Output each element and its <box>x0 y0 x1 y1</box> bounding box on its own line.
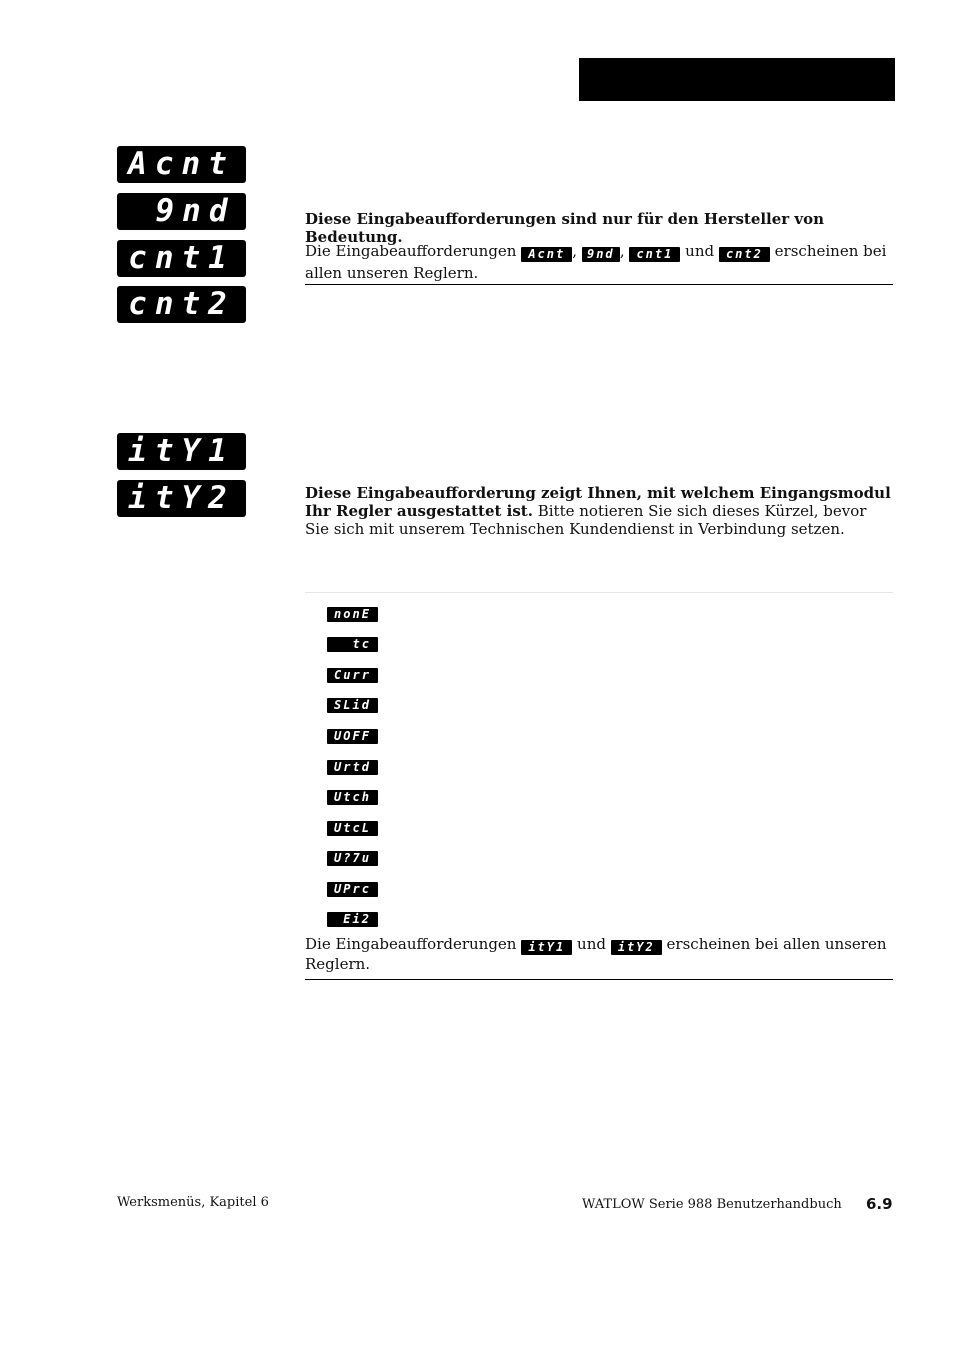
code-ei2: Ei2 <box>327 906 378 927</box>
footer-chapter: Werksmenüs, Kapitel 6 <box>117 1195 269 1210</box>
led-text: itY1 <box>128 433 235 469</box>
led-display-gnd <box>117 193 246 230</box>
section2-text: Diese Eingabeaufforderung zeigt Ihnen, mit welchem Eingangsmodul Ihr Regler ausgestattet ist. Bitte notieren Sie sich dieses Kürzel, bevor Sie sich mit unserem Technischen Kundendienst in Verbindung setzen. <box>305 484 891 538</box>
section1-divider <box>305 284 893 285</box>
code-curr: Curr <box>327 662 378 683</box>
code-uoff: UOFF <box>327 723 378 744</box>
led-text: Acnt <box>128 146 235 182</box>
led-text: 9nd <box>155 193 236 229</box>
led-display-acnt <box>117 146 246 183</box>
inline-led-ity1: itY1 <box>521 940 572 955</box>
section2-divider <box>305 979 893 980</box>
code-utcl: UtcL <box>327 815 378 836</box>
code-urtd: Urtd <box>327 754 378 775</box>
code-slid: SLid <box>327 692 378 713</box>
inline-led-gnd: 9nd <box>582 247 620 262</box>
led-text: itY2 <box>128 480 235 516</box>
led-display-cnt1 <box>117 240 246 277</box>
section1-text: Die Eingabeaufforderungen Acnt , 9nd , cnt1 und cnt2 erscheinen bei allen unseren Reglern. <box>305 242 887 282</box>
code-umv: U?7u <box>327 845 378 866</box>
led-text: cnt1 <box>128 240 235 276</box>
section2-thin-divider <box>305 592 893 593</box>
section1-bold-line: Diese Eingabeaufforderungen sind nur für den Hersteller von Bedeutung. <box>305 210 825 246</box>
page-number: 6.9 <box>866 1195 893 1213</box>
code-uprc: UPrc <box>327 876 378 897</box>
inline-led-ity2: itY2 <box>611 940 662 955</box>
led-display-ity1 <box>117 433 246 470</box>
code-none: nonE <box>327 601 378 622</box>
inline-led-cnt2: cnt2 <box>719 247 770 262</box>
led-display-cnt2 <box>117 286 246 323</box>
inline-led-cnt1: cnt1 <box>629 247 680 262</box>
header-bar <box>579 58 895 101</box>
led-text: cnt2 <box>128 286 235 322</box>
inline-led-acnt: Acnt <box>521 247 572 262</box>
code-tc: tc <box>327 631 378 652</box>
footer-manual-title: WATLOW Serie 988 Benutzerhandbuch <box>582 1197 842 1212</box>
code-utch: Utch <box>327 784 378 805</box>
led-display-ity2 <box>117 480 246 517</box>
section2-footer-text: Die Eingabeaufforderungen itY1 und itY2 erscheinen bei allen unseren Reglern. <box>305 935 887 973</box>
